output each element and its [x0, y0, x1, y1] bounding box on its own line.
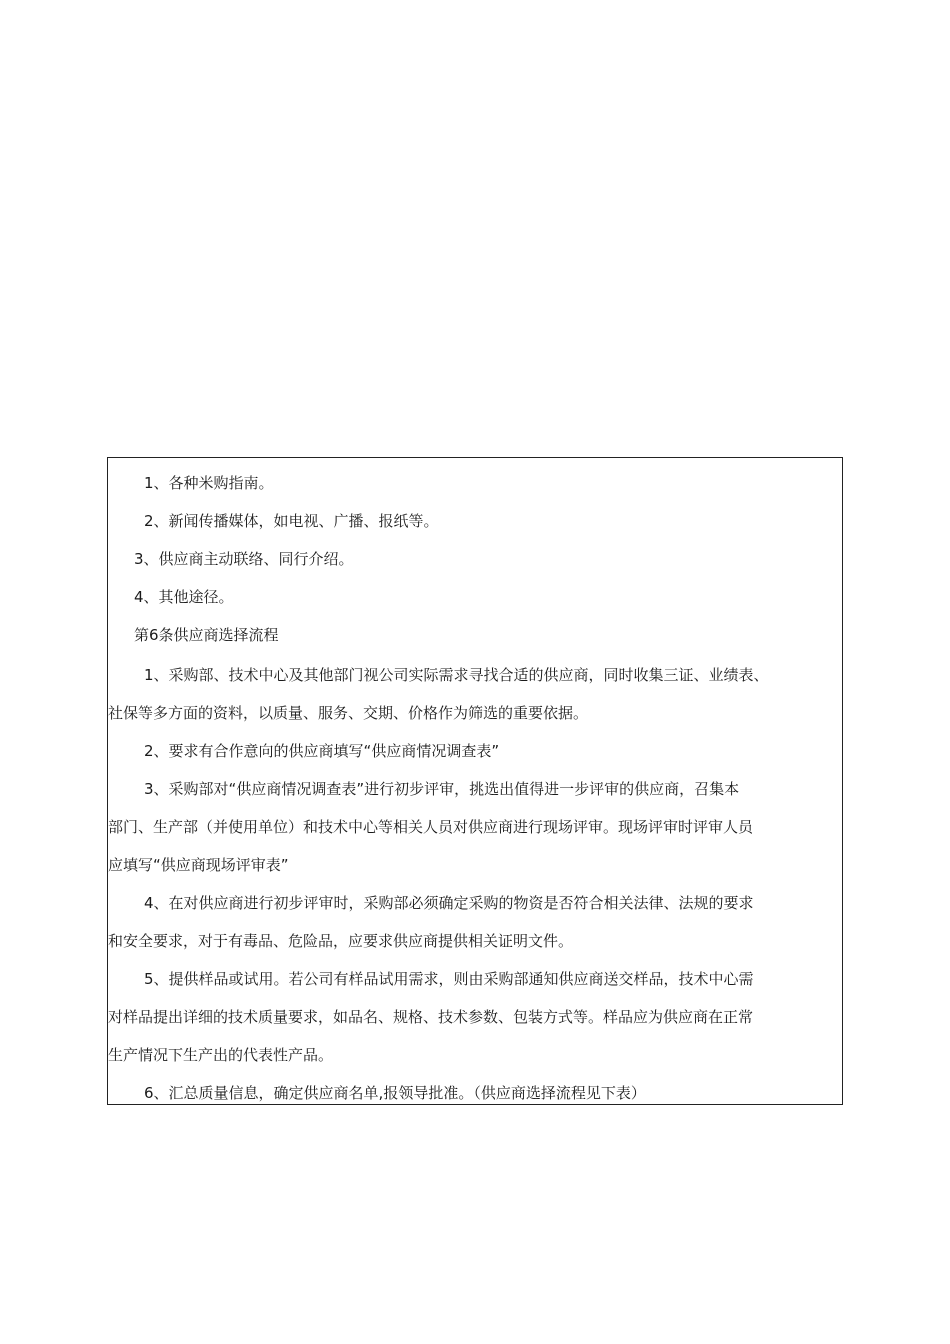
- step-5-line-3: 生产情况下生产出的代表性产品。: [108, 1046, 334, 1064]
- source-item-4: 4、其他途径。: [134, 588, 234, 606]
- document-box: [107, 457, 843, 1105]
- source-item-2: 2、新闻传播媒体，如电视、广播、报纸等。: [144, 512, 439, 530]
- step-2-line-1: 2、要求有合作意向的供应商填写“供应商情况调查表”: [144, 742, 500, 760]
- source-item-3: 3、供应商主动联络、同行介绍。: [134, 550, 354, 568]
- step-4-line-1: 4、在对供应商进行初步评审时，采购部必须确定采购的物资是否符合相关法律、法规的要求: [144, 894, 754, 912]
- step-3-line-3: 应填写“供应商现场评审表”: [108, 856, 289, 874]
- step-1-line-1: 1、采购部、技术中心及其他部门视公司实际需求寻找合适的供应商，同时收集三证、业绩表、: [144, 666, 769, 684]
- step-5-line-2: 对样品提出详细的技术质量要求，如品名、规格、技术参数、包装方式等。样品应为供应商在正常: [108, 1008, 754, 1026]
- step-4-line-2: 和安全要求，对于有毒品、危险品，应要求供应商提供相关证明文件。: [108, 932, 574, 950]
- step-1-line-2: 社保等多方面的资料，以质量、服务、交期、价格作为筛选的重要依据。: [108, 704, 589, 722]
- source-item-1: 1、各种米购指南。: [144, 474, 274, 492]
- step-3-line-2: 部门、生产部（并使用单位）和技术中心等相关人员对供应商进行现场评审。现场评审时评审人员: [108, 818, 754, 836]
- step-3-line-1: 3、采购部对“供应商情况调查表”进行初步评审，挑选出值得进一步评审的供应商，召集本: [144, 780, 740, 798]
- step-5-line-1: 5、提供样品或试用。若公司有样品试用需求，则由采购部通知供应商送交样品，技术中心需: [144, 970, 754, 988]
- step-6-line-1: 6、汇总质量信息，确定供应商名单,报领导批准。（供应商选择流程见下表）: [144, 1084, 646, 1102]
- section-heading: 第6条供应商选择流程: [134, 626, 279, 644]
